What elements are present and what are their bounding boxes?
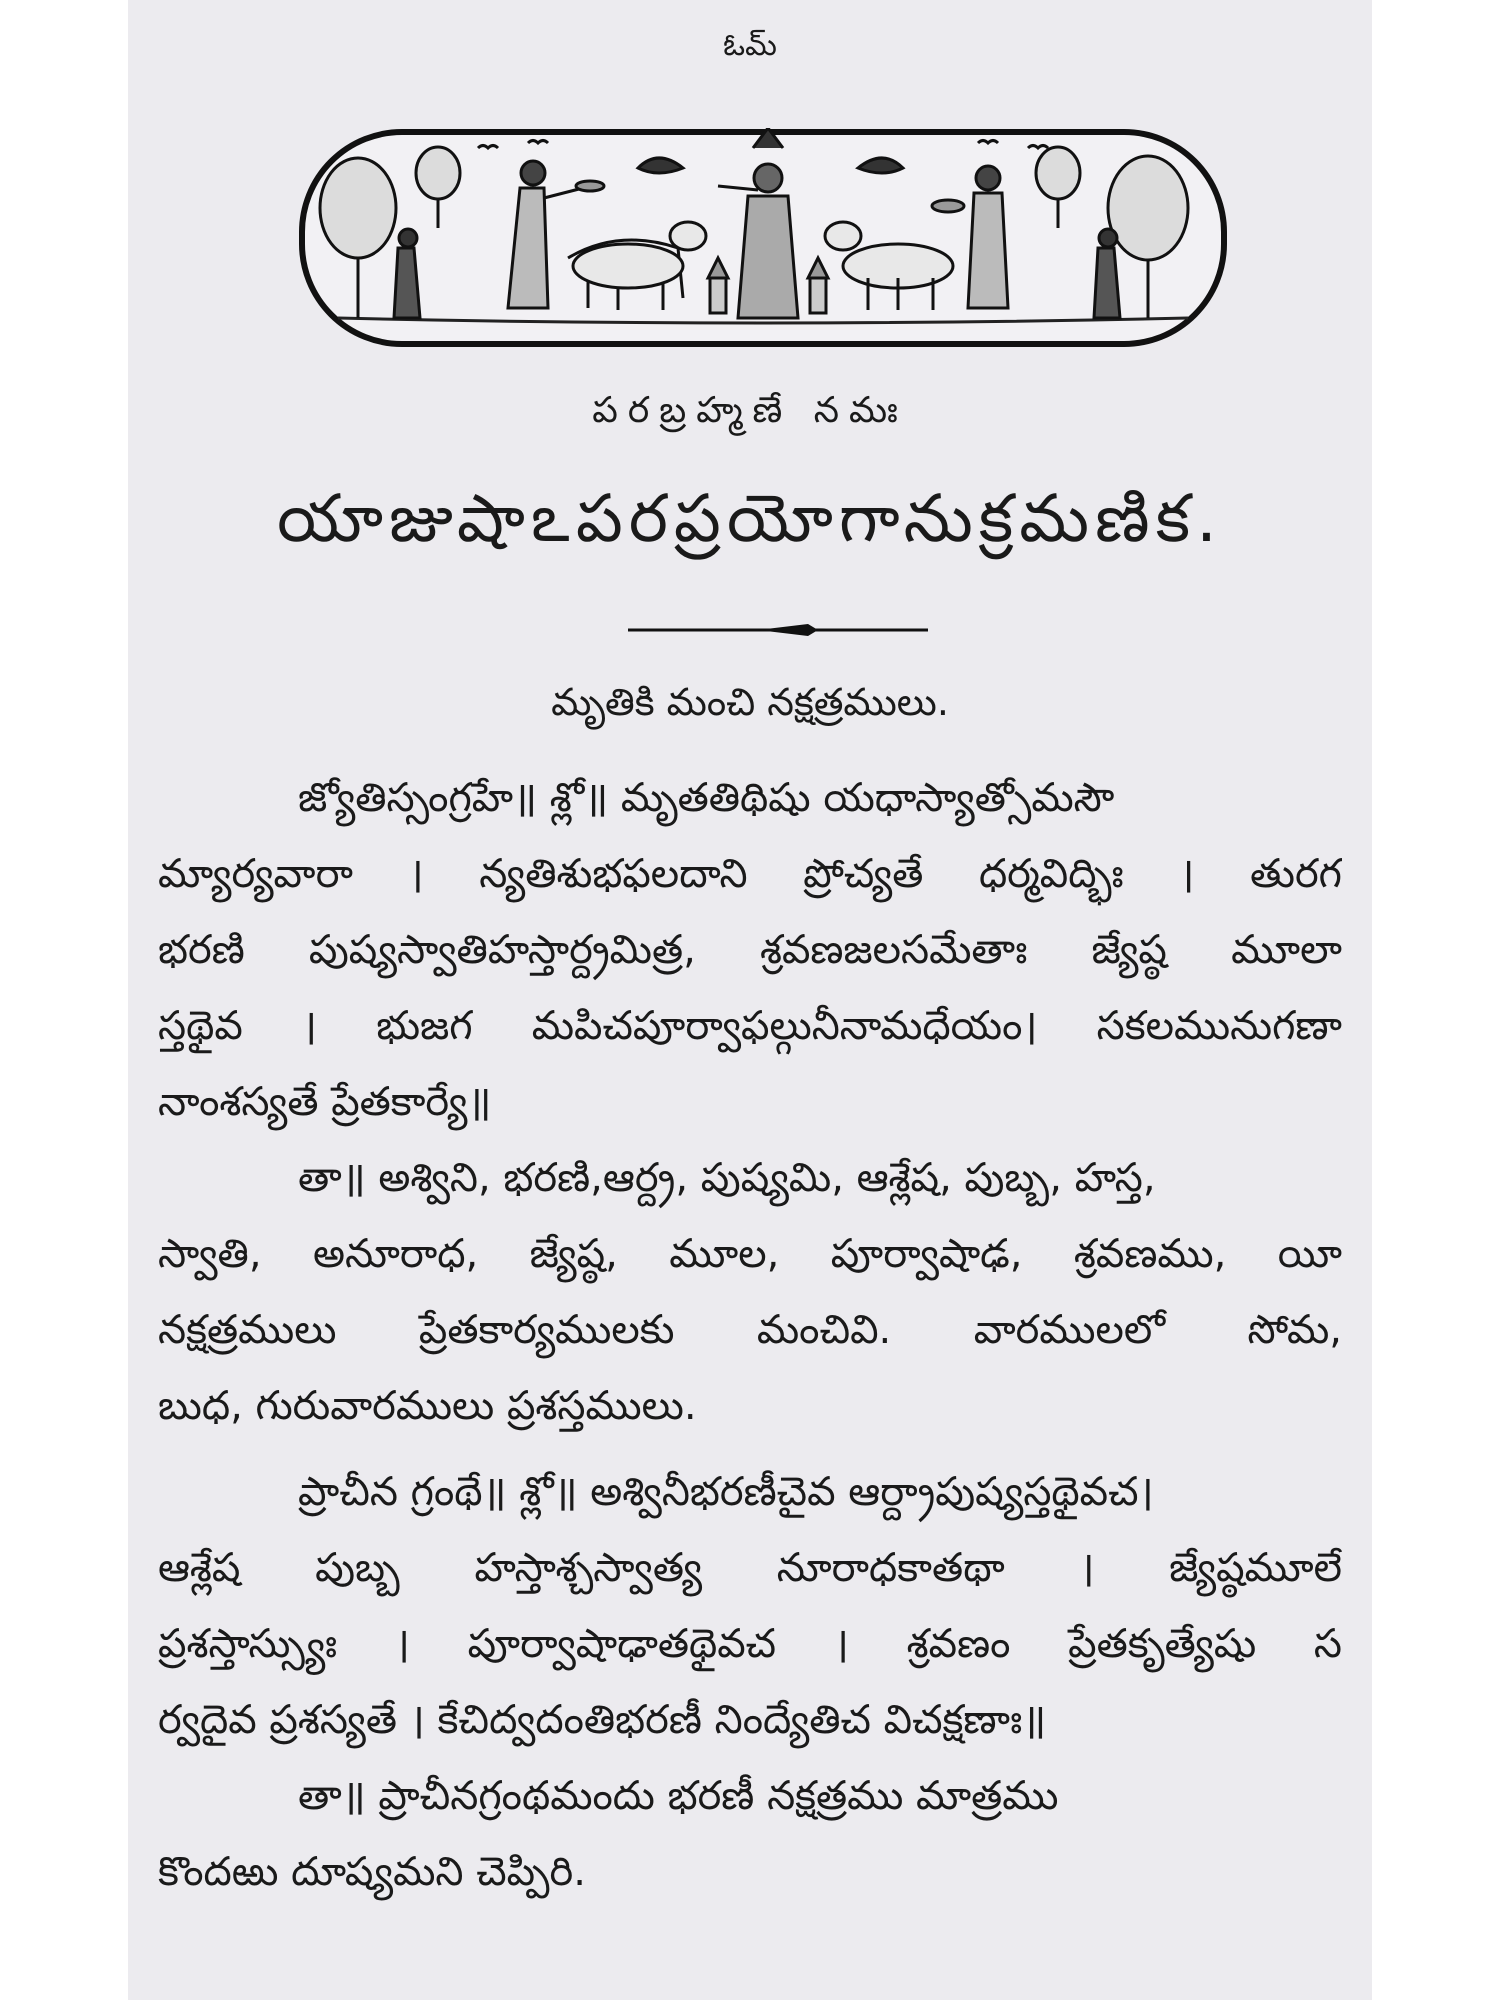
- text-line: తా॥ ప్రాచీనగ్రంథమందు భరణీ నక్షత్రము మాత్రము: [298, 1773, 1059, 1819]
- text-line: ర్వదైవ ప్రశస్యతే । కేచిద్వదంతిభరణీ నింద్యేతిచ విచక్షణాః॥: [158, 1697, 1047, 1743]
- section-heading: మృతికి మంచి నక్షత్రములు.: [551, 680, 949, 724]
- text-line: ప్రశస్తాస్స్యుః । పూర్వాషాఢాతథైవచ । శ్రవణం ప్రేతకృత్యేషు స: [158, 1621, 1342, 1667]
- text-line: స్తథైవ । భుజగ మపిచపూర్వాఫల్గునీనామధేయం। సకలమునుగణా: [158, 1003, 1342, 1049]
- text-line: జ్యోతిస్సంగ్రహే॥ శ్లో॥ మృతతిథిషు యధాస్యాత్సోమసౌ: [298, 775, 1115, 821]
- text-line: ఆశ్లేష పుబ్బ హస్తాశ్చస్వాత్య నూరాధకాతథా । జ్యేష్ఠమూలే: [158, 1545, 1342, 1591]
- text-line: మ్యార్యవారా । న్యతిశుభఫలదాని ప్రోచ్యతే ధర్మవిద్భిః । తురగ: [158, 851, 1342, 897]
- text-line: నాంశస్యతే ప్రేతకార్యే॥: [158, 1079, 492, 1125]
- decorative-banner-illustration: [298, 128, 1228, 348]
- text-line: కొందఱు దూష్యమని చెప్పిరి.: [158, 1849, 586, 1895]
- text-line: ప్రాచీన గ్రంథే॥ శ్లో॥ అశ్వినీభరణీచైవ ఆర్ద్రాపుష్యస్తథైవచ।: [298, 1469, 1154, 1515]
- page-title: యాజుషాఽపరప్రయోగానుక్రమణిక.: [276, 480, 1224, 557]
- ornamental-divider: [628, 620, 928, 640]
- text-line: నక్షత్రములు ప్రేతకార్యములకు మంచివి. వారములలో సోమ,: [158, 1307, 1342, 1353]
- text-line: భరణి పుష్యస్వాతిహస్తార్ద్రమిత్ర, శ్రవణజలసమేతాః జ్యేష్ఠ మూలా: [158, 927, 1342, 973]
- book-page: [128, 0, 1372, 2000]
- text-line: స్వాతి, అనూరాధ, జ్యేష్ఠ, మూల, పూర్వాషాఢ, శ్రవణము, యీ: [158, 1231, 1342, 1277]
- om-symbol: ఓమ్: [723, 28, 777, 63]
- body-text: [158, 760, 1342, 1910]
- text-line: బుధ, గురువారములు ప్రశస్తములు.: [158, 1383, 697, 1429]
- invocation-subtitle: పరబ్రహ్మణే నమః: [592, 390, 908, 431]
- text-line: తా॥ అశ్విని, భరణి,ఆర్ద్ర, పుష్యమి, ఆశ్లేష, పుబ్బ, హస్త,: [298, 1155, 1156, 1201]
